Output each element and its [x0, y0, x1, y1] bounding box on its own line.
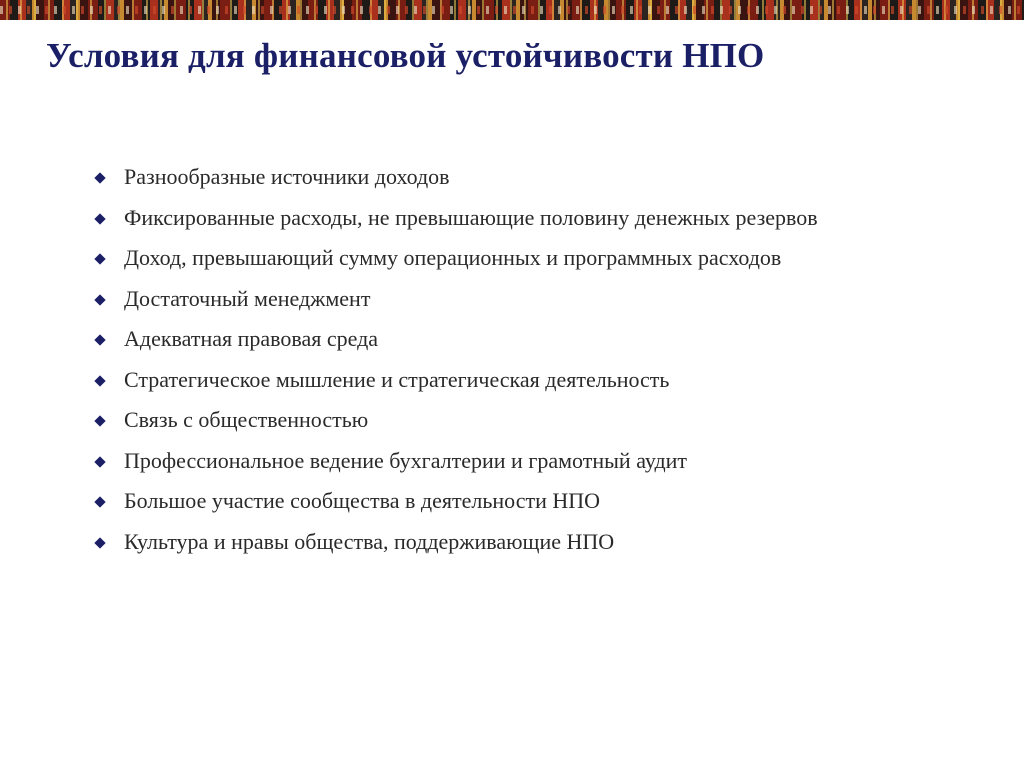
diamond-bullet-icon — [94, 456, 105, 467]
diamond-bullet-icon — [94, 334, 105, 345]
bullet-text: Связь с общественностью — [124, 407, 369, 432]
bullet-text: Достаточный менеджмент — [124, 285, 371, 311]
bullet-item — [94, 160, 974, 194]
bullet-text: Культура и нравы общества, поддерживающие НПО — [124, 528, 615, 554]
diamond-bullet-icon — [94, 537, 105, 548]
bullet-text: Разнообразные источники доходов — [124, 164, 450, 189]
bullet-item — [94, 241, 974, 275]
bullet-list — [94, 160, 974, 565]
bullet-item — [94, 403, 974, 437]
bullet-text: Профессиональное ведение бухгалтерии и грамотный аудит — [124, 447, 688, 473]
diamond-bullet-icon — [94, 415, 105, 426]
bullet-item — [94, 525, 974, 559]
diamond-bullet-icon — [94, 213, 105, 224]
bullet-text: Фиксированные расходы, не превышающие половину денежных резервов — [124, 204, 818, 230]
bullet-item — [94, 282, 974, 316]
diamond-bullet-icon — [94, 172, 105, 183]
bullet-text: Доход, превышающий сумму операционных и программных расходов — [124, 245, 782, 270]
bullet-text: Большое участие сообщества в деятельности НПО — [124, 488, 601, 513]
decorative-woven-border — [0, 0, 1024, 20]
diamond-bullet-icon — [94, 294, 105, 305]
diamond-bullet-icon — [94, 496, 105, 507]
bullet-text: Адекватная правовая среда — [124, 326, 379, 351]
bullet-item — [94, 201, 974, 235]
diamond-bullet-icon — [94, 253, 105, 264]
bullet-item — [94, 484, 974, 518]
bullet-text: Стратегическое мышление и стратегическая деятельность — [124, 366, 670, 392]
bullet-item — [94, 363, 974, 397]
diamond-bullet-icon — [94, 375, 105, 386]
slide-title: Условия для финансовой устойчивости НПО — [46, 36, 765, 75]
bullet-item — [94, 444, 974, 478]
bullet-item — [94, 322, 974, 356]
